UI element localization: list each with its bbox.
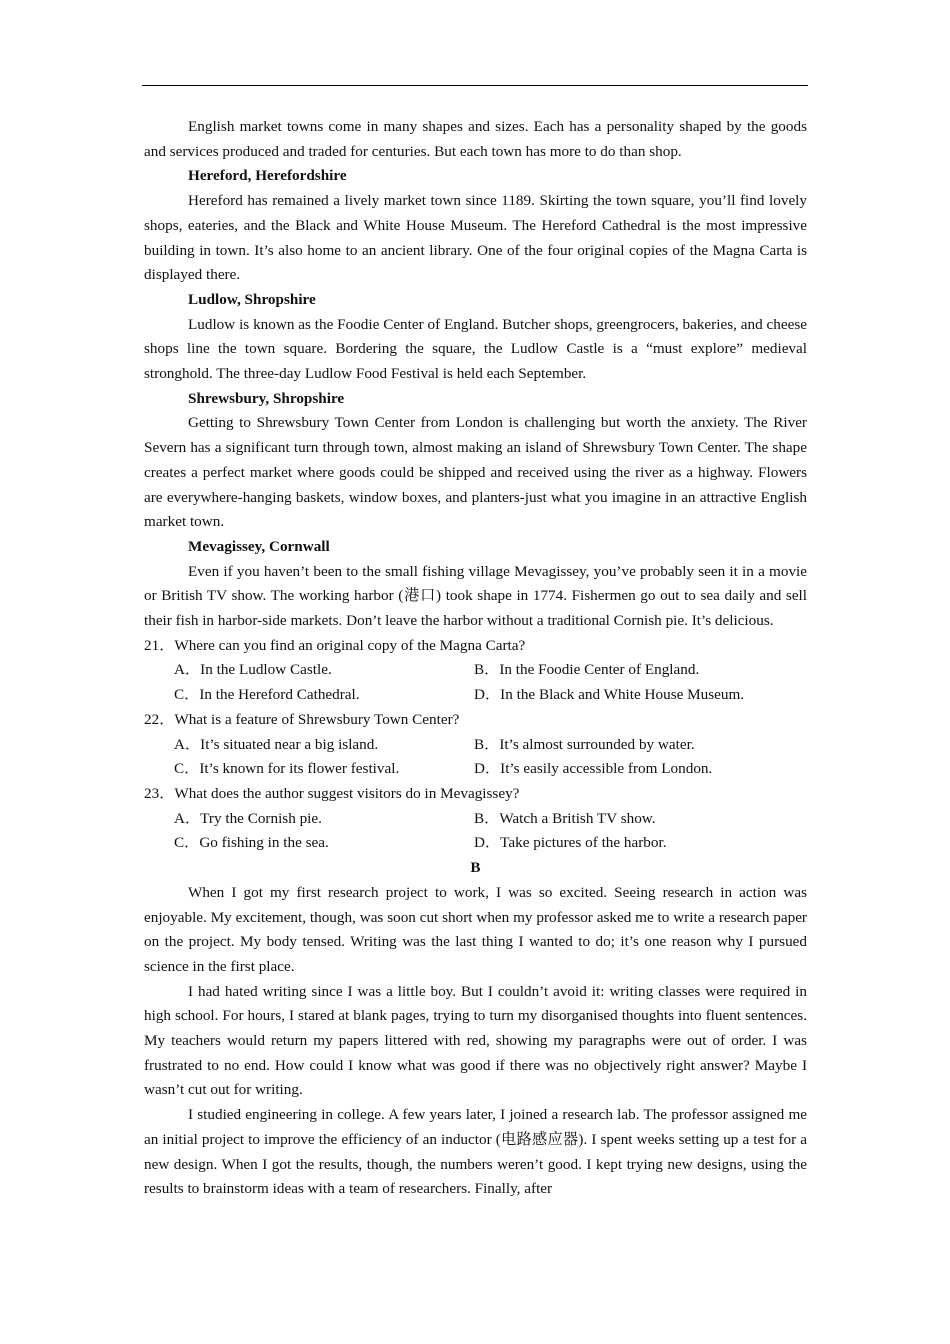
- section-heading: Hereford, Herefordshire: [188, 167, 347, 185]
- question-22-stem: 22．What is a feature of Shrewsbury Town Center?: [144, 710, 460, 728]
- section-text: Even if you haven’t been to the small fishing village Mevagissey, you’ve probably seen it in a movie or British TV show. The working harbor (港口) took shape in 1774. Fishermen go out to sea daily and sell their fish in harbor-side markets. Don’t leave the harbor without a traditional Cornish pie. It’s delicious.: [144, 562, 807, 630]
- option-c: C．It’s known for its flower festival.: [174, 760, 400, 778]
- option-a: A．In the Ludlow Castle.: [174, 661, 332, 679]
- passage-b-paragraph: When I got my first research project to work, I was so excited. Seeing research in action was enjoyable. My excitement, though, was soon cut short when my professor asked me to write a research paper on the project. My body tensed. Writing was the last thing I wanted to do; it’s one reason why I pursued science in the first place.: [144, 883, 807, 975]
- option-d: D．In the Black and White House Museum.: [474, 686, 745, 704]
- question-23-options: [144, 807, 807, 856]
- passage-b-label: B: [470, 859, 481, 877]
- option-d: D．Take pictures of the harbor.: [474, 834, 667, 852]
- header-rule: [142, 85, 808, 86]
- question-21-options: [144, 658, 807, 707]
- option-b: B．It’s almost surrounded by water.: [474, 735, 695, 753]
- question-21-stem: 21．Where can you find an original copy of the Magna Carta?: [144, 636, 526, 654]
- option-a: A．Try the Cornish pie.: [174, 809, 322, 827]
- option-c: C．In the Hereford Cathedral.: [174, 686, 360, 704]
- exam-page: [144, 115, 807, 1202]
- option-a: A．It’s situated near a big island.: [174, 735, 379, 753]
- section-heading: Shrewsbury, Shropshire: [188, 389, 345, 407]
- option-c: C．Go fishing in the sea.: [174, 834, 329, 852]
- section-heading: Ludlow, Shropshire: [188, 290, 316, 308]
- passage-a-intro: English market towns come in many shapes and sizes. Each has a personality shaped by the goods and services produced and traded for centuries. But each town has more to do than shop.: [144, 118, 807, 160]
- question-22-options: [144, 733, 807, 782]
- section-text: Getting to Shrewsbury Town Center from London is challenging but worth the anxiety. The River Severn has a significant turn through town, almost making an island of Shrewsbury Town Center. The shape creates a perfect market where goods could be shipped and received using the river as a highway. Flowers are everywhere-hanging baskets, window boxes, and planters-just what you imagine in an attractive English market town.: [144, 414, 807, 531]
- option-b: B．Watch a British TV show.: [474, 809, 656, 827]
- section-text: Ludlow is known as the Foodie Center of England. Butcher shops, greengrocers, bakeries, and cheese shops line the town square. Bordering the square, the Ludlow Castle is a “must explore” medieval stronghold. The three-day Ludlow Food Festival is held each September.: [144, 315, 807, 383]
- option-d: D．It’s easily accessible from London.: [474, 760, 713, 778]
- section-text: Hereford has remained a lively market town since 1189. Skirting the town square, you’ll find lovely shops, eateries, and the Black and White House Museum. The Hereford Cathedral is the most impressive building in town. It’s also home to an ancient library. One of the four original copies of the Magna Carta is displayed there.: [144, 192, 807, 284]
- passage-b-paragraph: I had hated writing since I was a little boy. But I couldn’t avoid it: writing classes were required in high school. For hours, I stared at blank pages, trying to turn my disorganised thoughts into fluent sentences. My teachers would return my papers littered with red, showing my paragraphs were out of order. I was frustrated to no end. How could I know what was good if there was no objectively right answer? Maybe I wasn’t cut out for writing.: [144, 982, 807, 1099]
- question-23-stem: 23．What does the author suggest visitors do in Mevagissey?: [144, 784, 520, 802]
- option-b: B．In the Foodie Center of England.: [474, 661, 700, 679]
- passage-b-paragraph: I studied engineering in college. A few years later, I joined a research lab. The professor assigned me an initial project to improve the efficiency of an inductor (电路感应器). I spent weeks setting up a test for a new design. When I got the results, though, the numbers weren’t good. I kept trying new designs, using the results to brainstorm ideas with a team of researchers. Finally, after: [144, 1106, 807, 1198]
- section-heading: Mevagissey, Cornwall: [188, 537, 330, 555]
